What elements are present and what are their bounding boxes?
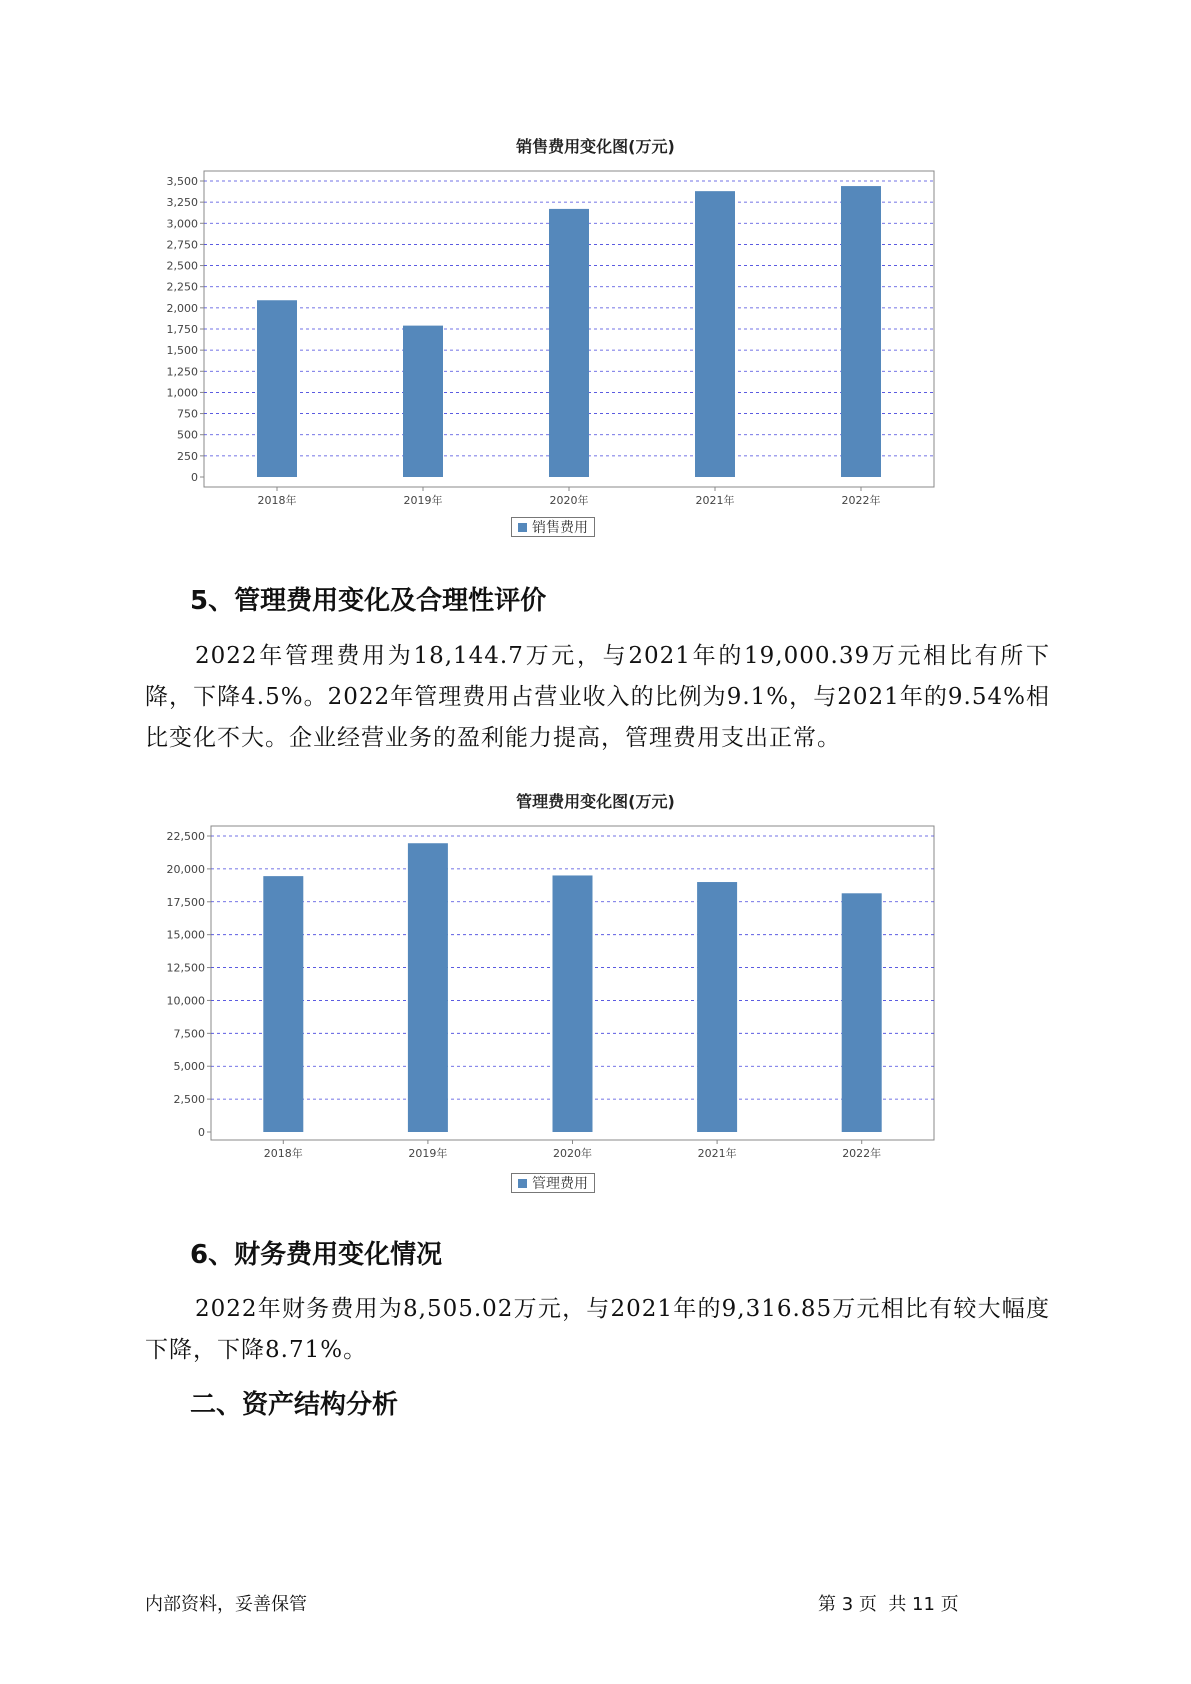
y-tick-label: 1,250 — [166, 365, 198, 379]
section-heading: 6、财务费用变化情况 — [190, 1240, 443, 1270]
x-tick-label: 2022年 — [842, 1147, 882, 1160]
y-tick-label: 3,000 — [166, 217, 198, 231]
chart-title: 销售费用变化图(万元) — [516, 137, 675, 156]
y-tick-label: 1,750 — [166, 323, 198, 336]
chart-legend — [511, 1173, 595, 1193]
bar — [408, 843, 448, 1132]
y-tick-label: 5,000 — [173, 1060, 205, 1074]
section-paragraph: 2022年财务费用为8,505.02万元，与2021年的9,316.85万元相比有较大幅度下降，下降8.71%。 — [145, 1296, 1050, 1363]
y-tick-label: 2,000 — [166, 301, 198, 315]
bar — [697, 882, 737, 1132]
y-tick-label: 1,500 — [166, 344, 198, 358]
y-tick-label: 20,000 — [166, 862, 205, 876]
y-tick-label: 10,000 — [166, 994, 205, 1008]
x-tick-label: 2019年 — [403, 494, 443, 507]
y-tick-label: 500 — [177, 428, 198, 442]
x-tick-label: 2021年 — [695, 494, 735, 507]
y-tick-label: 3,250 — [166, 196, 198, 210]
x-tick-label: 2018年 — [263, 1147, 303, 1160]
x-tick-label: 2021年 — [697, 1147, 737, 1160]
legend-label: 管理费用 — [532, 1176, 588, 1192]
y-tick-label: 750 — [177, 407, 198, 421]
y-tick-label: 2,500 — [173, 1093, 205, 1107]
bar — [263, 876, 303, 1132]
x-tick-label: 2022年 — [841, 494, 881, 507]
bar — [842, 893, 882, 1132]
y-tick-label: 22,500 — [166, 830, 205, 843]
y-tick-label: 2,250 — [166, 280, 198, 294]
y-tick-label: 3,500 — [166, 175, 198, 188]
chart-title: 管理费用变化图(万元) — [516, 792, 675, 811]
x-tick-label: 2020年 — [549, 494, 589, 507]
y-tick-label: 17,500 — [166, 895, 205, 909]
part-heading: 二、资产结构分析 — [190, 1390, 399, 1420]
y-tick-label: 2,750 — [166, 238, 198, 252]
y-tick-label: 250 — [177, 449, 198, 463]
x-tick-label: 2018年 — [257, 494, 297, 507]
x-tick-label: 2019年 — [408, 1147, 448, 1160]
page-number: 第 3 页 共 11 页 — [818, 1594, 959, 1615]
y-tick-label: 1,000 — [166, 386, 198, 400]
y-tick-label: 15,000 — [166, 928, 205, 942]
y-tick-label: 0 — [191, 471, 198, 484]
section-paragraph: 2022年管理费用为18,144.7万元，与2021年的19,000.39万元相比有所下降，下降4.5%。2022年管理费用占营业收入的比例为9.1%，与2021年的9.54%相比变化不大。企业经营业务的盈利能力提高，管理费用支出正常。 — [145, 643, 1050, 751]
legend-swatch — [518, 1179, 527, 1188]
legend-label: 销售费用 — [532, 520, 588, 536]
footer-note: 内部资料，妥善保管 — [145, 1594, 307, 1615]
bar — [553, 875, 593, 1132]
y-tick-label: 0 — [198, 1126, 205, 1139]
y-tick-label: 12,500 — [166, 961, 205, 975]
y-tick-label: 7,500 — [173, 1027, 205, 1041]
y-tick-label: 2,500 — [166, 259, 198, 273]
x-tick-label: 2020年 — [553, 1147, 592, 1160]
section-heading: 5、管理费用变化及合理性评价 — [190, 586, 547, 616]
